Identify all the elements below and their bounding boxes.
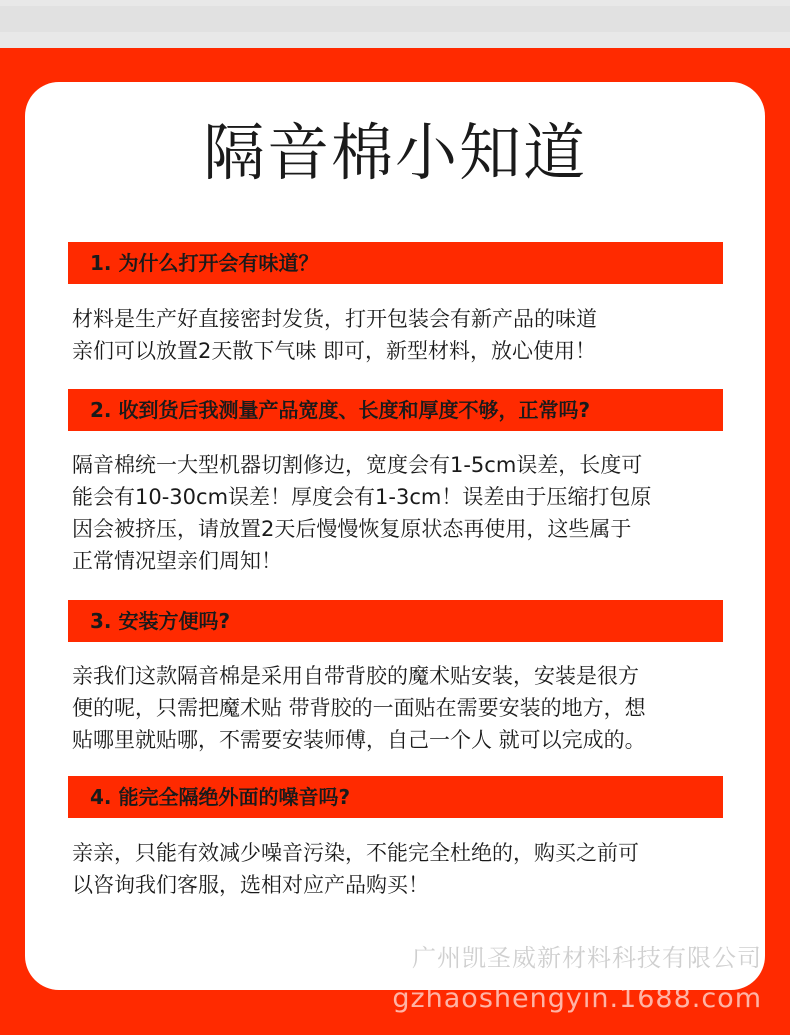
faq-question-3: 3. 安装方便吗? [68, 600, 723, 642]
answer-line: 亲们可以放置2天散下气味 即可，新型材料，放心使用！ [72, 339, 597, 363]
answer-line: 以咨询我们客服，选相对应产品购买！ [72, 873, 429, 897]
answer-line: 正常情况望亲们周知！ [72, 549, 282, 573]
watermark-store-url: gzhaoshengyin.1688.com [392, 983, 762, 1014]
answer-line: 亲我们这款隔音棉是采用自带背胶的魔术贴安装，安装是很方 [72, 664, 639, 688]
faq-answer-4 [72, 837, 732, 901]
faq-question-1: 1. 为什么打开会有味道？ [68, 242, 723, 284]
top-gray-band [0, 0, 790, 48]
watermark-company-name: 广州凯圣威新材料科技有限公司 [412, 944, 762, 972]
answer-line: 能会有10-30cm误差！厚度会有1-3cm！误差由于压缩打包原 [72, 485, 652, 509]
answer-line: 因会被挤压，请放置2天后慢慢恢复原状态再使用，这些属于 [72, 517, 632, 541]
answer-line: 材料是生产好直接密封发货，打开包装会有新产品的味道 [72, 307, 597, 331]
faq-question-4: 4. 能完全隔绝外面的噪音吗? [68, 776, 723, 818]
top-gray-stripe [0, 6, 790, 32]
faq-answer-2 [72, 449, 732, 577]
answer-line: 便的呢，只需把魔术贴 带背胶的一面贴在需要安装的地方，想 [72, 696, 646, 720]
page-title: 隔音棉小知道 [202, 116, 587, 189]
answer-line: 贴哪里就贴哪，不需要安装师傅，自己一个人 就可以完成的。 [72, 728, 646, 752]
faq-answer-3 [72, 660, 732, 756]
answer-line: 隔音棉统一大型机器切割修边，宽度会有1-5cm误差，长度可 [72, 453, 643, 477]
faq-answer-1 [72, 303, 732, 367]
faq-question-2: 2. 收到货后我测量产品宽度、长度和厚度不够，正常吗? [68, 389, 723, 431]
answer-line: 亲亲，只能有效减少噪音污染，不能完全杜绝的，购买之前可 [72, 841, 639, 865]
